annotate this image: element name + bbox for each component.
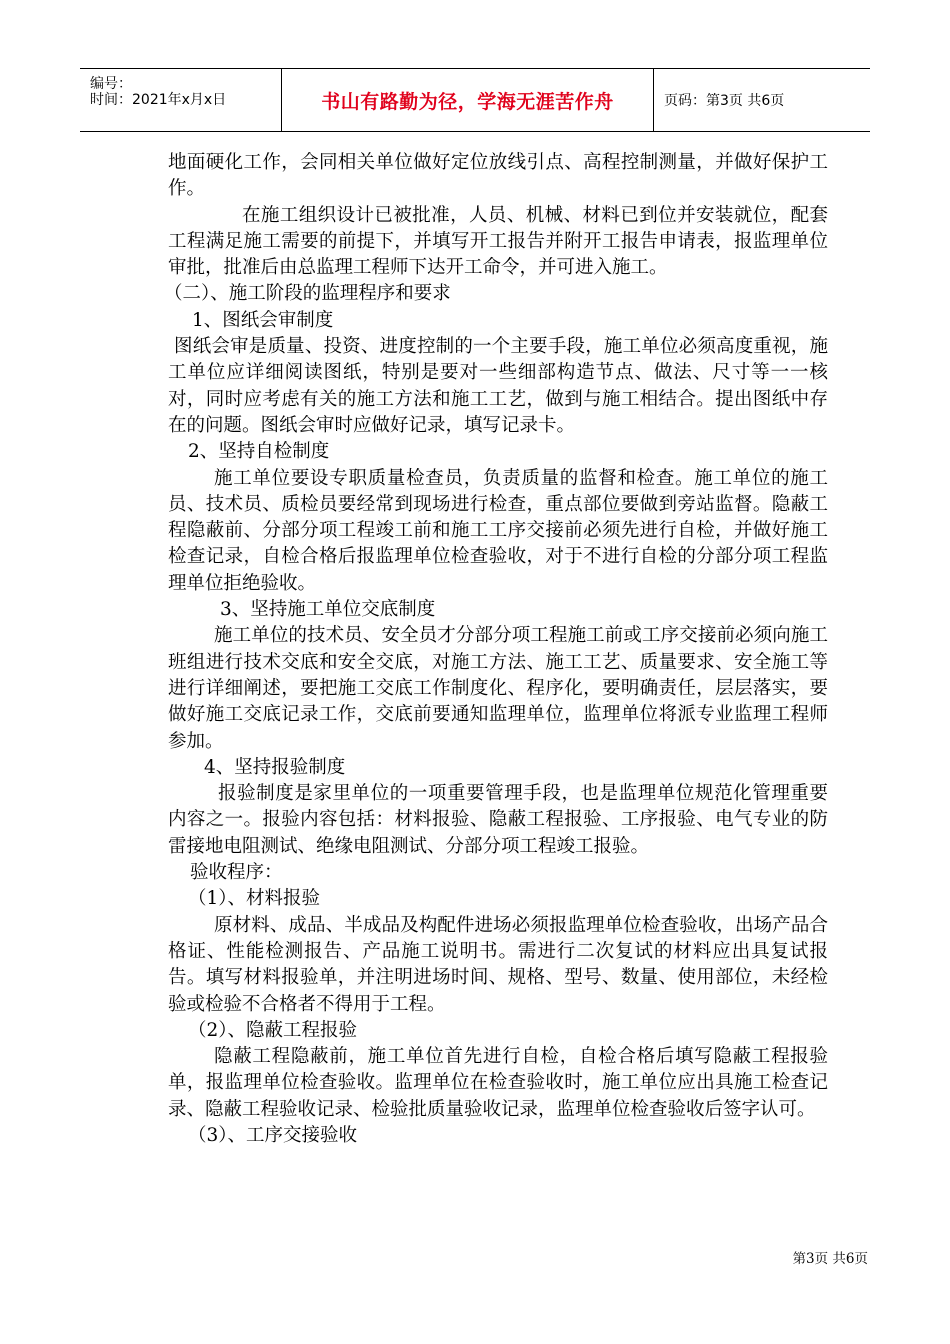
paragraph: 报验制度是家里单位的一项重要管理手段，也是监理单位规范化管理重要内容之一。报验内容包括：材料报验、隐蔽工程报验、工序报验、电气专业的防雷接地电阻测试、绝缘电阻测试、分部分项工程竣工报验。 (168, 783, 828, 857)
paragraph: 地面硬化工作，会同相关单位做好定位放线引点、高程控制测量，并做好保护工作。 (168, 152, 828, 200)
subsection-heading: 3、坚持施工单位交底制度 (220, 599, 436, 621)
subsection-heading: （3）、工序交接验收 (188, 1124, 358, 1146)
header-motto-cell (282, 69, 654, 131)
page-footer: 第3页 共6页 (792, 1251, 868, 1267)
header-left-cell (80, 69, 282, 131)
header-motto: 书山有路勤为径，学海无涯苦作舟 (321, 90, 614, 113)
subsection-heading: （1）、材料报验 (188, 888, 321, 910)
paragraph: 原材料、成品、半成品及构配件进场必须报监理单位检查验收，出场产品合格证、性能检测报告、产品施工说明书。需进行二次复试的材料应出具复试报告。填写材料报验单，并注明进场时间、规格、型号、数量、使用部位，未经检验或检验不合格者不得用于工程。 (168, 914, 828, 1015)
page-header (80, 68, 870, 132)
paragraph: 施工单位要设专职质量检查员，负责质量的监督和检查。施工单位的施工员、技术员、质检员要经常到现场进行检查，重点部位要做到旁站监督。隐蔽工程隐蔽前、分部分项工程竣工前和施工工序交接前必须先进行自检，并做好施工检查记录，自检合格后报监理单位检查验收，对于不进行自检的分部分项工程监理单位拒绝验收。 (168, 467, 828, 594)
subsection-heading: 1、图纸会审制度 (192, 309, 334, 331)
document-body (164, 150, 828, 1149)
header-page-cell (654, 69, 870, 131)
document-number-label: 编号： (90, 76, 132, 92)
header-page-info: 页码：第3页 共6页 (664, 93, 785, 109)
subsection-heading: 2、坚持自检制度 (188, 441, 330, 463)
paragraph: 施工单位的技术员、安全员才分部分项工程施工前或工序交接前必须向施工班组进行技术交底和安全交底，对施工方法、施工工艺、质量要求、安全施工等进行详细阐述，要把施工交底工作制度化、程序化，要明确责任，层层落实，要做好施工交底记录工作，交底前要通知监理单位，监理单位将派专业监理工程师参加。 (168, 625, 828, 752)
document-date-label: 时间：2021年x月x日 (90, 92, 227, 108)
paragraph: 图纸会审是质量、投资、进度控制的一个主要手段，施工单位必须高度重视，施工单位应详细阅读图纸，特别是要对一些细部构造节点、做法、尺寸等一一核对，同时应考虑有关的施工方法和施工工艺，做到与施工相结合。提出图纸中存在的问题。图纸会审时应做好记录，填写记录卡。 (168, 336, 828, 436)
subsection-heading: 验收程序： (190, 862, 283, 884)
subsection-heading: （2）、隐蔽工程报验 (188, 1019, 358, 1041)
subsection-heading: 4、坚持报验制度 (204, 756, 346, 778)
section-heading: （二）、施工阶段的监理程序和要求 (164, 283, 451, 305)
paragraph: 在施工组织设计已被批准，人员、机械、材料已到位并安装就位，配套工程满足施工需要的前提下，并填写开工报告并附开工报告申请表，报监理单位审批，批准后由总监理工程师下达开工命令，并可进入施工。 (168, 204, 828, 279)
paragraph: 隐蔽工程隐蔽前，施工单位首先进行自检，自检合格后填写隐蔽工程报验单，报监理单位检查验收。监理单位在检查验收时，施工单位应出具施工检查记录、隐蔽工程验收记录、检验批质量验收记录，监理单位检查验收后签字认可。 (168, 1046, 828, 1120)
